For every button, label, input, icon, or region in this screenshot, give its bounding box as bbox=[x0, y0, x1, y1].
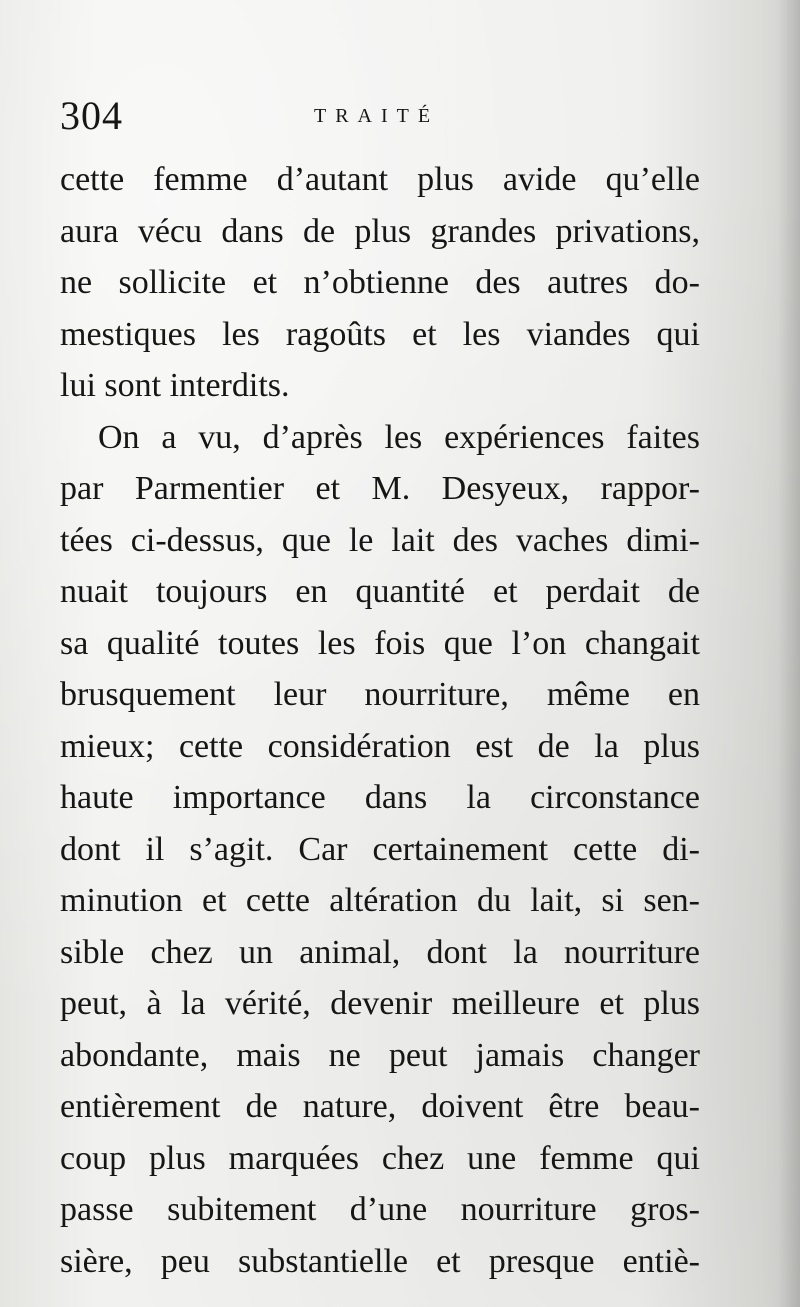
text-line: coup plus marquées chez une femme qui bbox=[60, 1139, 700, 1177]
text-line: ne sollicite et n’obtienne des autres do- bbox=[60, 264, 700, 301]
page-number: 304 bbox=[60, 93, 123, 138]
text-line: entièrement de nature, doivent être beau- bbox=[60, 1088, 700, 1125]
text-line: mieux; cette considération est de la plus bbox=[60, 727, 700, 765]
page-header bbox=[60, 92, 700, 144]
body-text bbox=[60, 154, 700, 1287]
text-line: brusquement leur nourriture, même en bbox=[60, 676, 700, 713]
text-line: nuait toujours en quantité et perdait de bbox=[60, 573, 700, 610]
text-line: sière, peu substantielle et presque entiè- bbox=[60, 1242, 700, 1280]
text-line: par Parmentier et M. Desyeux, rappor- bbox=[60, 470, 700, 507]
text-line: passe subitement d’une nourriture gros- bbox=[60, 1191, 700, 1228]
text-line: minution et cette altération du lait, si sen- bbox=[60, 882, 700, 919]
text-line: sa qualité toutes les fois que l’on changait bbox=[60, 624, 700, 662]
text-line: mestiques les ragoûts et les viandes qui bbox=[60, 315, 700, 353]
text-line: cette femme d’autant plus avide qu’elle bbox=[60, 161, 700, 198]
text-line: haute importance dans la circonstance bbox=[60, 779, 700, 816]
text-line: peut, à la vérité, devenir meilleure et plus bbox=[60, 985, 700, 1022]
text-line: abondante, mais ne peut jamais changer bbox=[60, 1036, 700, 1074]
text-line-paragraph-start: On a vu, d’après les expériences faites bbox=[98, 418, 700, 456]
text-line: sible chez un animal, dont la nourriture bbox=[60, 933, 700, 971]
page-edge-shadow bbox=[778, 0, 800, 1307]
text-line: tées ci-dessus, que le lait des vaches dimi- bbox=[60, 521, 700, 559]
text-line: aura vécu dans de plus grandes privations, bbox=[60, 212, 700, 250]
running-head: TRAITÉ bbox=[314, 105, 440, 127]
text-line-paragraph-end: lui sont interdits. bbox=[60, 367, 290, 404]
text-line: dont il s’agit. Car certainement cette di- bbox=[60, 830, 700, 868]
